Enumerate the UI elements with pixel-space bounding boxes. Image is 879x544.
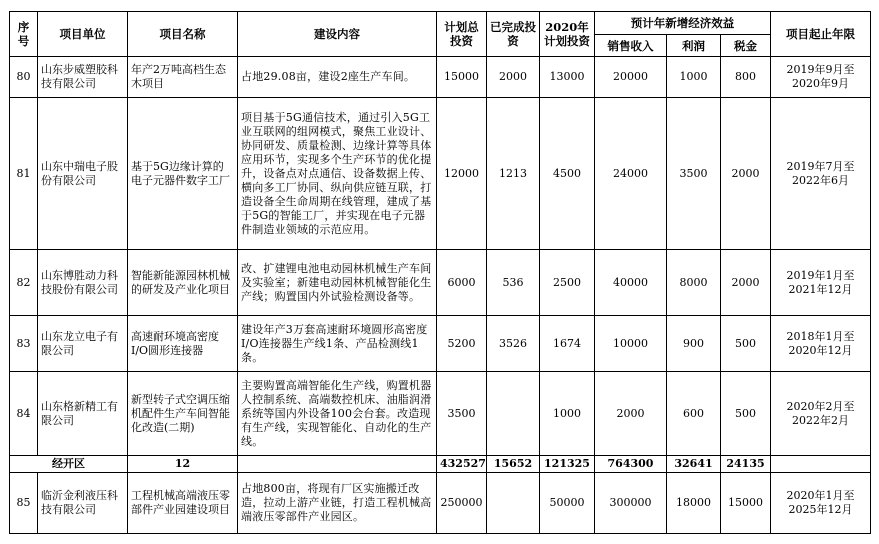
cell-sales: 10000 bbox=[595, 316, 667, 372]
cell-tax: 2000 bbox=[721, 98, 771, 250]
cell-period: 2018年1月至2020年12月 bbox=[771, 316, 871, 372]
cell-planned: 3500 bbox=[437, 372, 487, 456]
project-table bbox=[9, 11, 871, 534]
cell-plan2020: 4500 bbox=[540, 98, 595, 250]
cell-plan2020: 1000 bbox=[540, 372, 595, 456]
cell-period: 2020年1月至2025年12月 bbox=[771, 473, 871, 534]
cell-profit: 18000 bbox=[667, 473, 721, 534]
header-planned: 计划总投资 bbox=[437, 12, 487, 57]
cell-period: 2019年7月至2022年6月 bbox=[771, 98, 871, 250]
cell-unit: 山东中瑞电子股份有限公司 bbox=[38, 98, 128, 250]
header-seq: 序号 bbox=[10, 12, 38, 57]
cell-completed: 1213 bbox=[487, 98, 540, 250]
cell-completed bbox=[487, 372, 540, 456]
cell-planned: 15000 bbox=[437, 57, 487, 98]
cell-completed: 3526 bbox=[487, 316, 540, 372]
cell-unit: 山东步威塑胶科技有限公司 bbox=[38, 57, 128, 98]
cell-tax: 2000 bbox=[721, 250, 771, 316]
cell-seq: 80 bbox=[10, 57, 38, 98]
cell-name: 智能新能源园林机械的研发及产业化项目 bbox=[128, 250, 238, 316]
cell-name: 年产2万吨高档生态木项目 bbox=[128, 57, 238, 98]
cell-seq: 84 bbox=[10, 372, 38, 456]
cell-sales: 20000 bbox=[595, 57, 667, 98]
cell-seq: 82 bbox=[10, 250, 38, 316]
cell-profit: 900 bbox=[667, 316, 721, 372]
cell-seq: 81 bbox=[10, 98, 38, 250]
cell-plan2020: 13000 bbox=[540, 57, 595, 98]
cell-profit: 3500 bbox=[667, 98, 721, 250]
table-row bbox=[10, 98, 871, 250]
subtotal-label: 经开区 bbox=[10, 456, 128, 473]
cell-sales: 300000 bbox=[595, 473, 667, 534]
cell-period: 2019年9月至2020年9月 bbox=[771, 57, 871, 98]
cell-content: 主要购置高端智能化生产线，购置机器人控制系统、高端数控机床、油脂润滑系统等国内外设备100会台套。改造现有生产线，实现智能化、自动化的生产线。 bbox=[238, 372, 437, 456]
table-row bbox=[10, 250, 871, 316]
cell-period: 2020年2月至2022年2月 bbox=[771, 372, 871, 456]
cell-profit: 1000 bbox=[667, 57, 721, 98]
cell-completed: 2000 bbox=[487, 57, 540, 98]
header-benefit: 预计年新增经济效益 bbox=[595, 12, 771, 35]
header-period: 项目起止年限 bbox=[771, 12, 871, 57]
subtotal-planned: 432527 bbox=[437, 456, 487, 473]
cell-sales: 24000 bbox=[595, 98, 667, 250]
cell-tax: 15000 bbox=[721, 473, 771, 534]
cell-content: 项目基于5G通信技术，通过引入5G工业互联网的组网模式，聚焦工业设计、协同研发、质量检测、边缘计算等具体应用环节，实现多个生产环节的优化提升，设备点对点通信、设备数据上传、横向多工厂协同、纵向供应链互联，打造设备全生命周期在线管理，建成了基于5G的智能工厂，并实现在电子元器件制造业领域的示范应用。 bbox=[238, 98, 437, 250]
subtotal-profit: 32641 bbox=[667, 456, 721, 473]
subtotal-row bbox=[10, 456, 871, 473]
header-completed: 已完成投资 bbox=[487, 12, 540, 57]
cell-seq: 85 bbox=[10, 473, 38, 534]
subtotal-sales: 764300 bbox=[595, 456, 667, 473]
cell-tax: 800 bbox=[721, 57, 771, 98]
table-row bbox=[10, 473, 871, 534]
cell-name: 工程机械高端液压零部件产业园建设项目 bbox=[128, 473, 238, 534]
cell-content: 占地800亩，将现有厂区实施搬迁改造，拉动上游产业链，打造工程机械高端液压零部件产业园区。 bbox=[238, 473, 437, 534]
cell-tax: 500 bbox=[721, 316, 771, 372]
header-plan2020: 2020年计划投资 bbox=[540, 12, 595, 57]
cell-planned: 5200 bbox=[437, 316, 487, 372]
cell-sales: 2000 bbox=[595, 372, 667, 456]
cell-plan2020: 2500 bbox=[540, 250, 595, 316]
cell-period: 2019年1月至2021年12月 bbox=[771, 250, 871, 316]
cell-name: 基于5G边缘计算的电子元器件数字工厂 bbox=[128, 98, 238, 250]
cell-plan2020: 50000 bbox=[540, 473, 595, 534]
table-row bbox=[10, 57, 871, 98]
table-row bbox=[10, 316, 871, 372]
cell-planned: 6000 bbox=[437, 250, 487, 316]
cell-content: 占地29.08亩，建设2座生产车间。 bbox=[238, 57, 437, 98]
cell-content: 建设年产3万套高速耐环境圆形高密度I/O连接器生产线1条、产品检测线1条。 bbox=[238, 316, 437, 372]
cell-unit: 临沂金利液压科技有限公司 bbox=[38, 473, 128, 534]
cell-planned: 250000 bbox=[437, 473, 487, 534]
table-row bbox=[10, 372, 871, 456]
cell-unit: 山东格新精工有限公司 bbox=[38, 372, 128, 456]
subtotal-plan2020: 121325 bbox=[540, 456, 595, 473]
subtotal-tax: 24135 bbox=[721, 456, 771, 473]
subtotal-count: 12 bbox=[128, 456, 238, 473]
cell-unit: 山东博胜动力科技股份有限公司 bbox=[38, 250, 128, 316]
subtotal-completed: 15652 bbox=[487, 456, 540, 473]
cell-profit: 8000 bbox=[667, 250, 721, 316]
cell-sales: 40000 bbox=[595, 250, 667, 316]
cell-content: 改、扩建锂电池电动园林机械生产车间及实验室；新建电动园林机械智能化生产线；购置国内外试验检测设备等。 bbox=[238, 250, 437, 316]
header-profit: 利润 bbox=[667, 35, 721, 57]
header-tax: 税金 bbox=[721, 35, 771, 57]
cell-plan2020: 1674 bbox=[540, 316, 595, 372]
subtotal-period bbox=[771, 456, 871, 473]
cell-completed: 536 bbox=[487, 250, 540, 316]
cell-unit: 山东龙立电子有限公司 bbox=[38, 316, 128, 372]
header-name: 项目名称 bbox=[128, 12, 238, 57]
cell-name: 新型转子式空调压缩机配件生产车间智能化改造(二期) bbox=[128, 372, 238, 456]
header-row bbox=[10, 12, 871, 35]
subtotal-content bbox=[238, 456, 437, 473]
header-unit: 项目单位 bbox=[38, 12, 128, 57]
cell-completed bbox=[487, 473, 540, 534]
header-content: 建设内容 bbox=[238, 12, 437, 57]
cell-profit: 600 bbox=[667, 372, 721, 456]
header-sales: 销售收入 bbox=[595, 35, 667, 57]
cell-name: 高速耐环境高密度I/O圆形连接器 bbox=[128, 316, 238, 372]
cell-tax: 500 bbox=[721, 372, 771, 456]
cell-planned: 12000 bbox=[437, 98, 487, 250]
cell-seq: 83 bbox=[10, 316, 38, 372]
